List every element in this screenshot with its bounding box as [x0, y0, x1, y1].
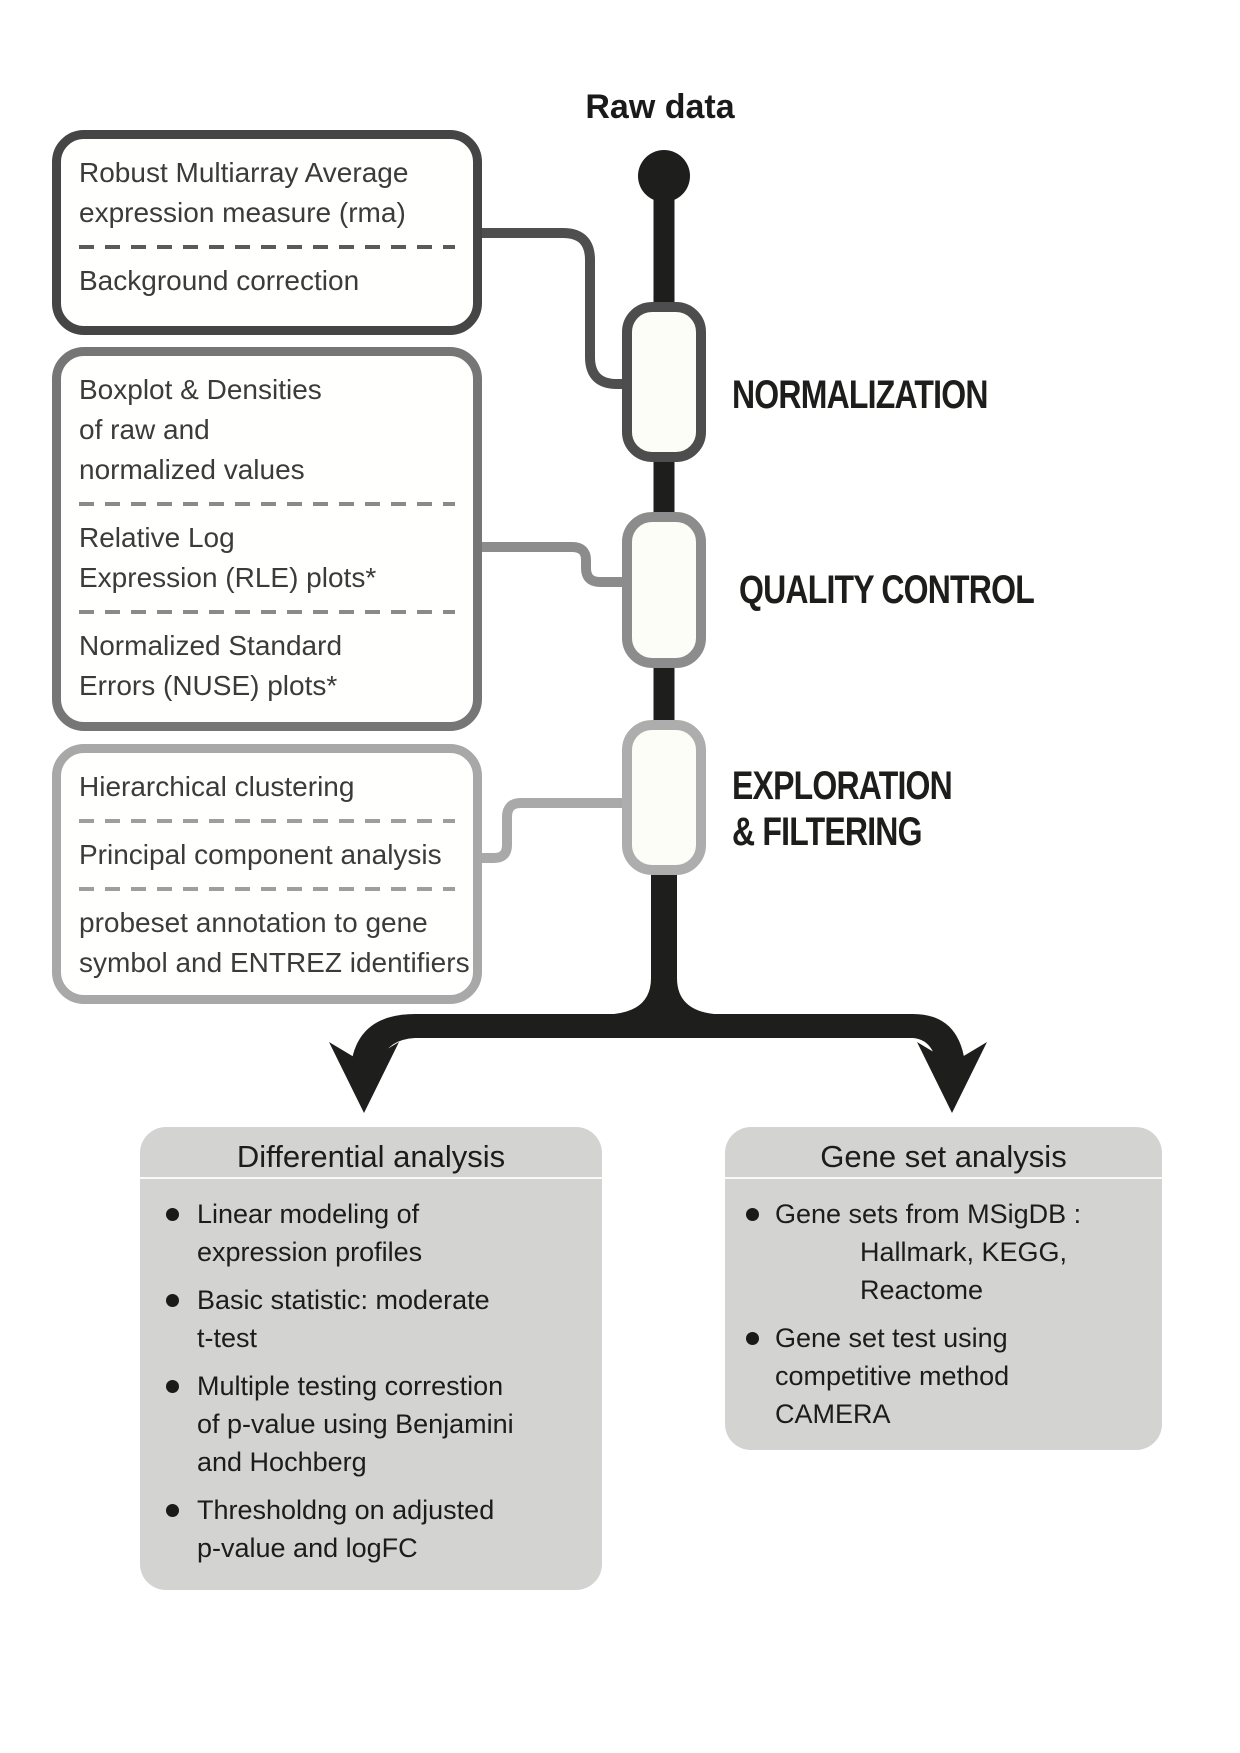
- dashed-divider: [79, 610, 455, 614]
- quality-control-node: [622, 512, 706, 668]
- bullet-icon: [166, 1294, 179, 1307]
- bullet-line: [140, 1367, 586, 1405]
- bullet-line: t-test: [197, 1323, 258, 1353]
- gene-set-analysis-box: [725, 1127, 1162, 1450]
- method-line: expression measure (rma): [79, 197, 406, 228]
- bullet-line: of p-value using Benjamini: [197, 1409, 514, 1439]
- bullet-icon: [166, 1504, 179, 1517]
- differential-analysis-box: [140, 1127, 602, 1590]
- bullet-line: [140, 1491, 586, 1529]
- exploration-node: [622, 720, 706, 875]
- method-line: Hierarchical clustering: [79, 771, 355, 802]
- quality-control-label: QUALITY CONTROL: [739, 568, 1034, 612]
- bullet-item: [725, 1319, 1146, 1433]
- bullet-item: [140, 1491, 586, 1567]
- bullet-line: Hallmark, KEGG,: [860, 1237, 1068, 1267]
- exploration-label-line2: & FILTERING: [732, 810, 922, 854]
- connector-exploration: [474, 803, 630, 858]
- normalization-methods-box: [52, 130, 482, 335]
- dashed-divider: [79, 245, 455, 249]
- method-line: probeset annotation to gene: [79, 907, 428, 938]
- bullet-line: [140, 1281, 586, 1319]
- dashed-divider: [79, 887, 455, 891]
- exploration-label-line1: EXPLORATION: [732, 764, 952, 808]
- quality-control-methods-box: [52, 347, 482, 731]
- method-line: of raw and: [79, 414, 210, 445]
- bullet-text: Multiple testing correstion: [197, 1371, 504, 1401]
- bullet-text: Linear modeling of: [197, 1199, 420, 1229]
- bullet-text: Thresholdng on adjusted: [197, 1495, 495, 1525]
- normalization-label: NORMALIZATION: [732, 373, 988, 417]
- bullet-item: [725, 1195, 1146, 1309]
- bullet-line: p-value and logFC: [197, 1533, 418, 1563]
- bullet-icon: [746, 1332, 759, 1345]
- bullet-line: [725, 1195, 1146, 1233]
- method-line: Robust Multiarray Average: [79, 157, 409, 188]
- method-line: Errors (NUSE) plots*: [79, 670, 338, 701]
- method-line: symbol and ENTREZ identifiers: [79, 947, 470, 978]
- differential-analysis-title: Differential analysis: [140, 1127, 602, 1179]
- bullet-line: CAMERA: [775, 1399, 891, 1429]
- bullet-line: Reactome: [860, 1275, 984, 1305]
- dashed-divider: [79, 502, 455, 506]
- exploration-methods-box: [52, 744, 482, 1004]
- connector-quality-control: [474, 547, 630, 582]
- bullet-line: and Hochberg: [197, 1447, 367, 1477]
- bullet-line: [725, 1319, 1146, 1357]
- dashed-divider: [79, 819, 455, 823]
- method-line: Normalized Standard: [79, 630, 343, 661]
- bullet-line: competitive method: [775, 1361, 1010, 1391]
- bullet-item: [140, 1195, 586, 1271]
- differential-analysis-body: [140, 1179, 602, 1567]
- bullet-text: Basic statistic: moderate: [197, 1285, 490, 1315]
- bullet-icon: [746, 1208, 759, 1221]
- bullet-line: expression profiles: [197, 1237, 423, 1267]
- raw-data-label: Raw data: [585, 88, 735, 126]
- method-line: Principal component analysis: [79, 839, 442, 870]
- normalization-node: [622, 302, 706, 462]
- bullet-item: [140, 1281, 586, 1357]
- bullet-icon: [166, 1208, 179, 1221]
- connector-normalization: [474, 233, 628, 384]
- exploration-filtering-label: [732, 763, 952, 855]
- method-line: Expression (RLE) plots*: [79, 562, 377, 593]
- bullet-text: Gene set test using: [775, 1323, 1008, 1353]
- bullet-icon: [166, 1380, 179, 1393]
- method-line: Relative Log: [79, 522, 235, 553]
- method-line: Background correction: [79, 265, 360, 296]
- method-line: normalized values: [79, 454, 305, 485]
- gene-set-analysis-body: [725, 1179, 1162, 1433]
- method-line: Boxplot & Densities: [79, 374, 322, 405]
- gene-set-analysis-title: Gene set analysis: [725, 1127, 1162, 1179]
- bullet-line: [140, 1195, 586, 1233]
- bullet-item: [140, 1367, 586, 1481]
- bullet-text: Gene sets from MSigDB :: [775, 1199, 1082, 1229]
